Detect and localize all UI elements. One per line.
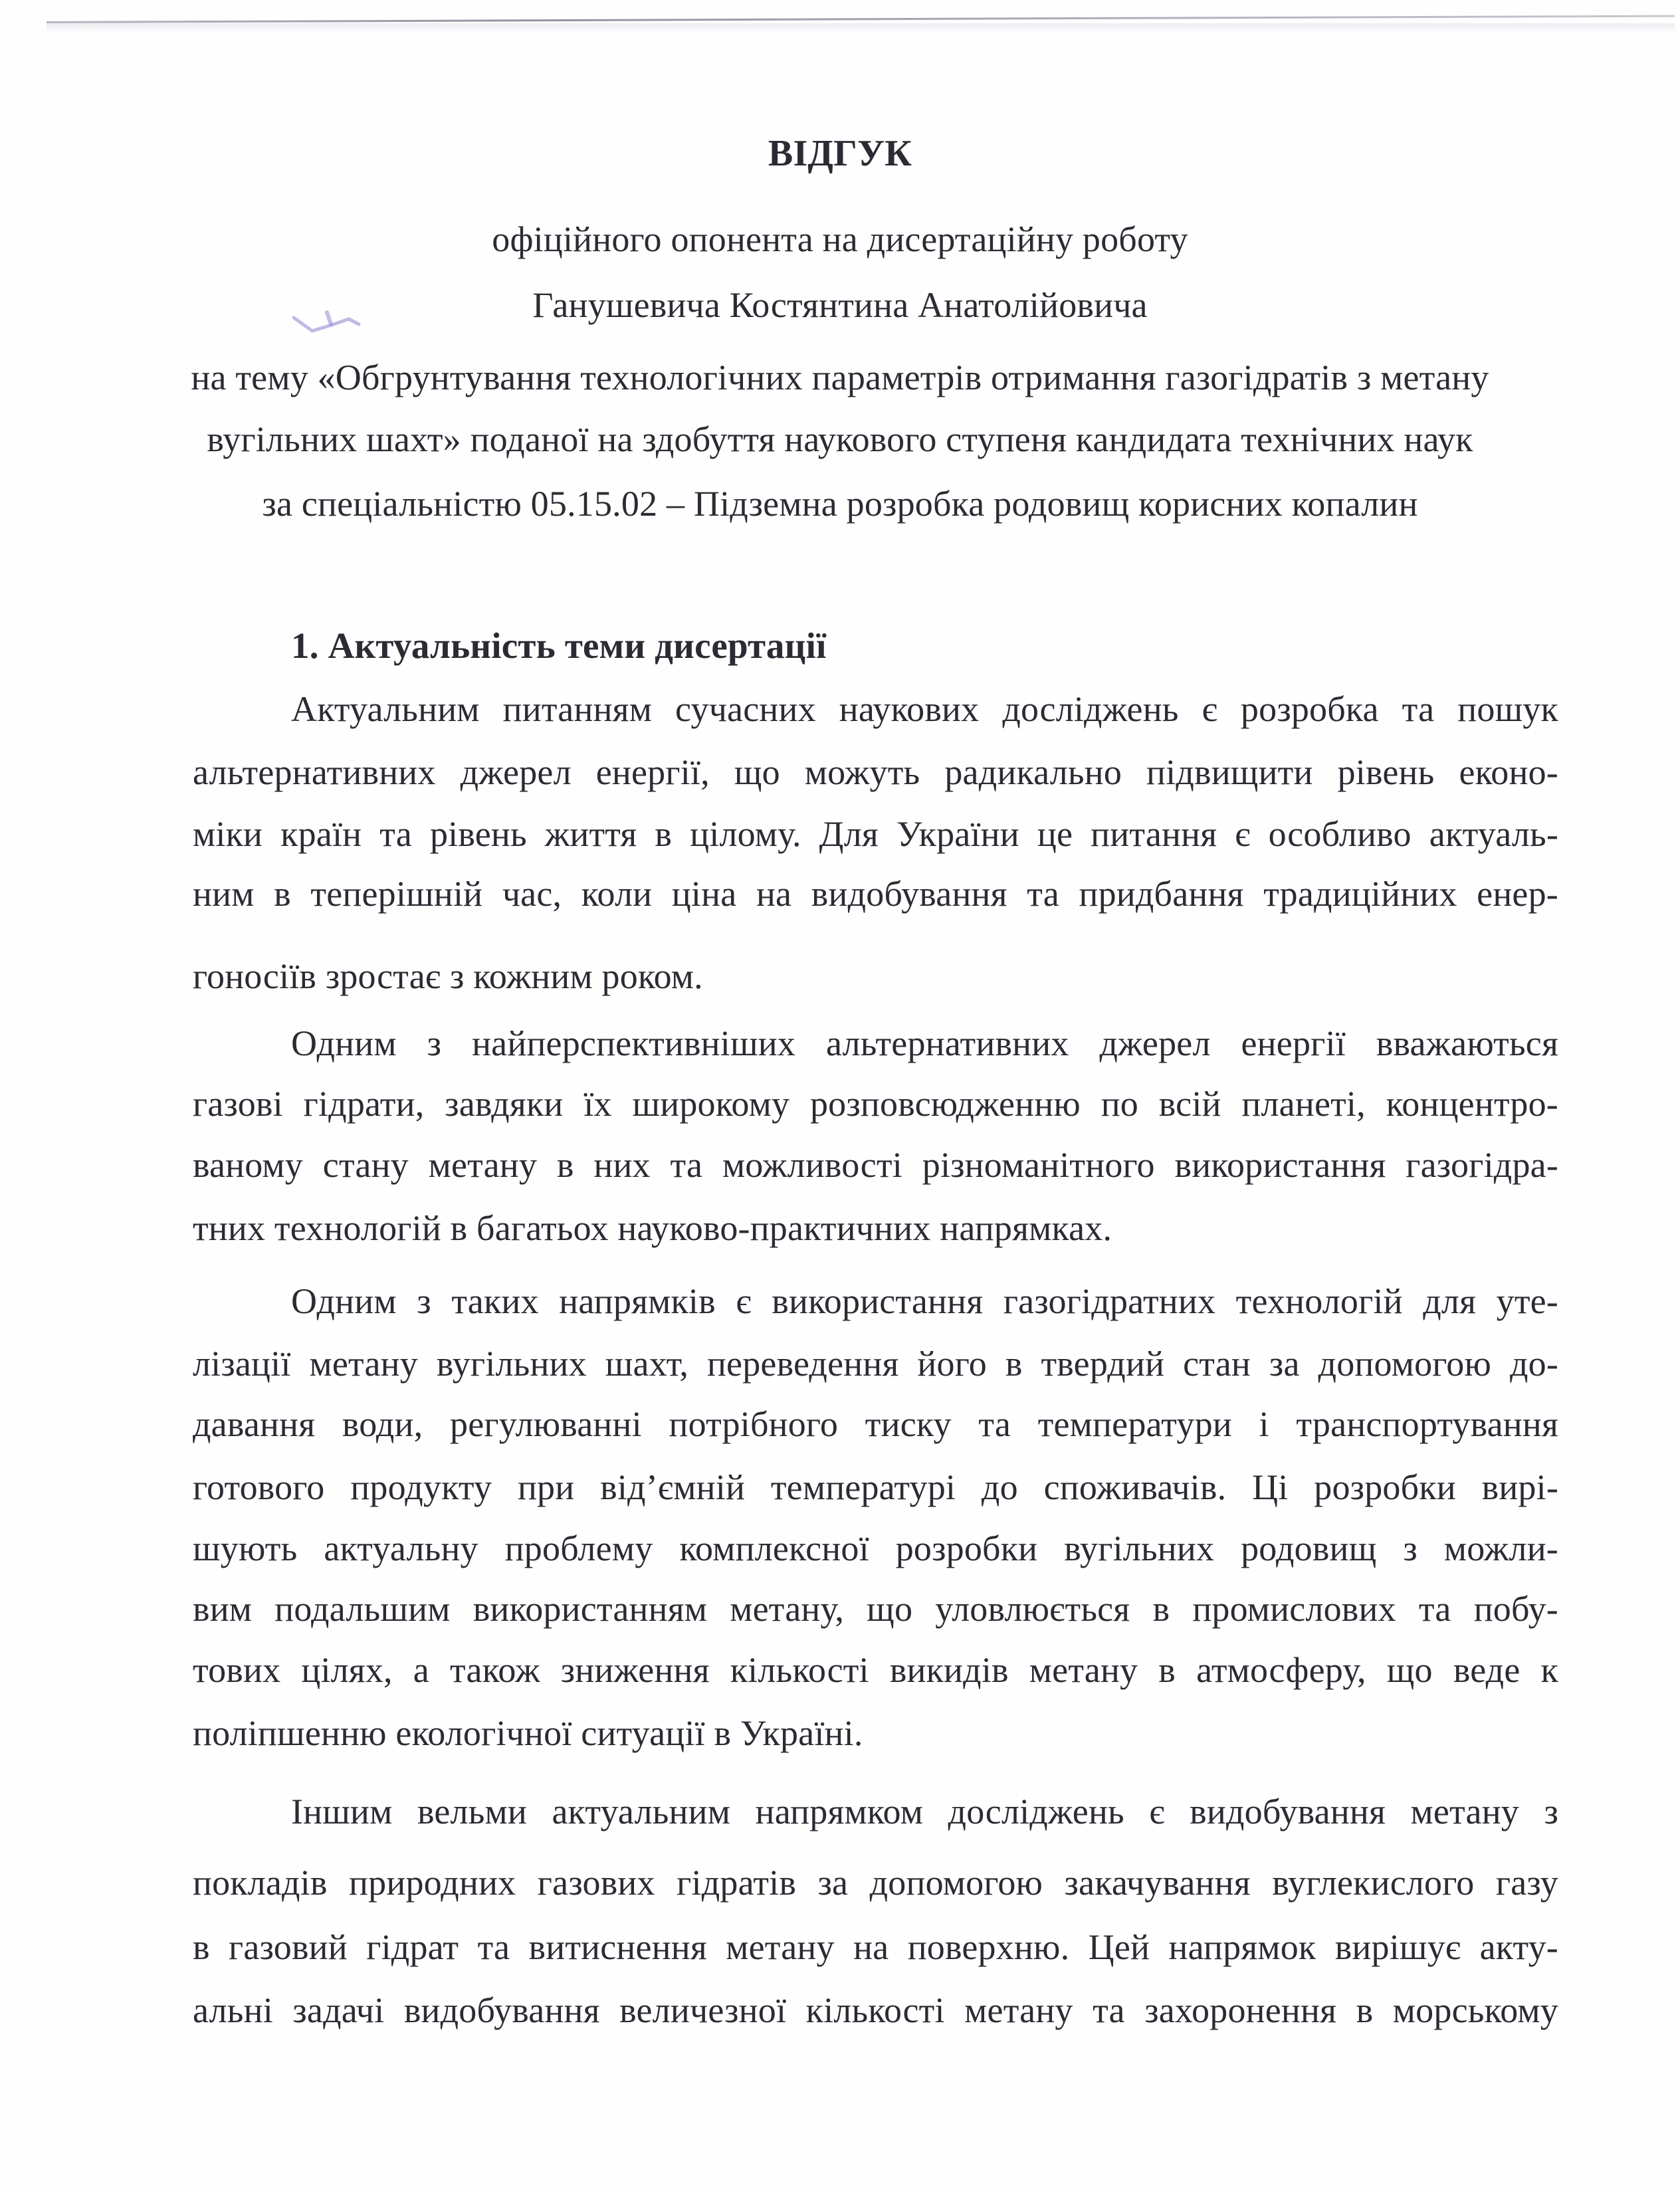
body-line: в газовий гідрат та витиснення метану на поверхню. Цей напрямок вирішує акту- [193,1927,1558,1967]
subtitle-line-5: за спеціальністю 05.15.02 – Підземна розробка родовищ корисних копалин [262,484,1418,524]
subtitle-line-4: вугільних шахт» поданої на здобуття наукового ступеня кандидата технічних наук [207,419,1473,459]
body-line: покладів природних газових гідратів за допомогою закачування вуглекислого газу [193,1863,1558,1903]
body-line: лізації метану вугільних шахт, переведення його в твердий стан за допомогою до- [193,1344,1558,1384]
body-line: тових цілях, а також зниження кількості викидів метану в атмосферу, що веде к [193,1650,1558,1690]
section-heading: 1. Актуальність теми дисертації [291,625,827,666]
body-line: ним в теперішній час, коли ціна на видобування та придбання традиційних енер- [193,874,1558,914]
body-line: Одним з найперспективніших альтернативних джерел енергії вважаються [291,1023,1558,1063]
body-line: вим подальшим використанням метану, що уловлюється в промислових та побу- [193,1589,1558,1629]
subtitle-line-1: офіційного опонента на дисертаційну роботу [492,219,1188,259]
body-line: гоносіїв зростає з кожним роком. [193,956,703,996]
scan-top-edge [47,15,1675,23]
body-line: Одним з таких напрямків є використання газогідратних технологій для уте- [291,1281,1558,1321]
subtitle-line-2: Ганушевича Костянтина Анатолійовича [532,285,1148,325]
body-line: поліпшенню екологічної ситуації в Україні. [193,1713,863,1753]
body-line: готового продукту при від’ємній температурі до споживачів. Ці розробки вирі- [193,1467,1558,1507]
body-line: шують актуальну проблему комплексної розробки вугільних родовищ з можли- [193,1528,1558,1568]
body-line: Актуальним питанням сучасних наукових досліджень є розробка та пошук [291,689,1558,729]
body-line: тних технологій в багатьох науково-практичних напрямках. [193,1208,1112,1248]
subtitle-line-3: на тему «Обгрунтування технологічних параметрів отримання газогідратів з метану [191,358,1489,397]
body-line: альтернативних джерел енергії, що можуть радикально підвищити рівень еконо- [193,752,1558,792]
body-line: міки країн та рівень життя в цілому. Для України це питання є особливо актуаль- [193,814,1558,854]
body-line: альні задачі видобування величезної кількості метану та захоронення в морському [193,1990,1558,2030]
body-line: ваному стану метану в них та можливості різноманітного використання газогідра- [193,1145,1558,1185]
body-line: Іншим вельми актуальним напрямком досліджень є видобування метану з [291,1792,1558,1831]
body-line: давання води, регулюванні потрібного тиску та температури і транспортування [193,1404,1558,1444]
body-line: газові гідрати, завдяки їх широкому розповсюдженню по всій планеті, концентро- [193,1084,1558,1124]
scan-edge-shadow [47,23,1675,33]
document-title: ВІДГУК [768,133,912,174]
